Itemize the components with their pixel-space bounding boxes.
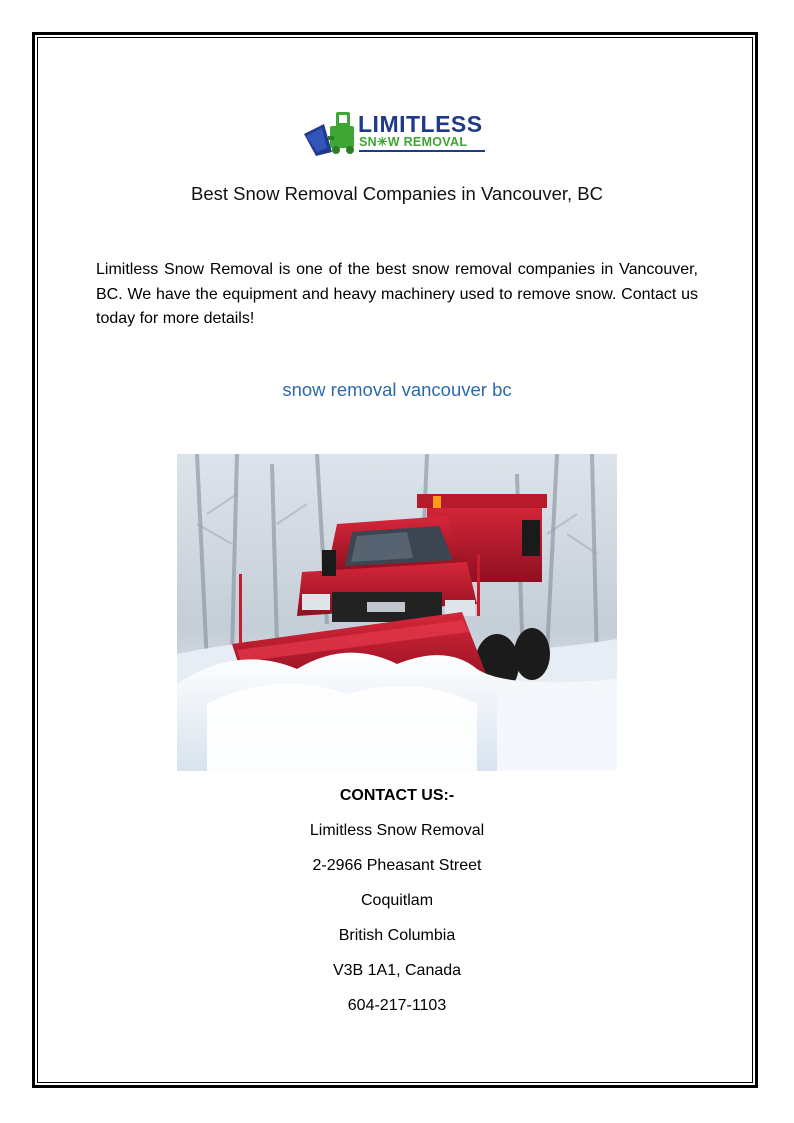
contact-company: Limitless Snow Removal (309, 822, 485, 839)
contact-heading: CONTACT US:- (339, 787, 455, 804)
logo-wordmark: LIMITLESS (358, 111, 483, 137)
logo-underline (359, 150, 485, 152)
contact-city: Coquitlam (360, 892, 434, 909)
contact-block (0, 786, 794, 1031)
contact-phone: 604-217-1103 (347, 997, 447, 1014)
contact-street: 2-2966 Pheasant Street (312, 857, 482, 874)
contact-postal: V3B 1A1, Canada (332, 962, 462, 979)
snow-removal-link[interactable]: snow removal vancouver bc (282, 379, 512, 400)
page-title: Best Snow Removal Companies in Vancouver, BC (191, 183, 603, 204)
intro-paragraph: Limitless Snow Removal is one of the best snow removal companies in Vancouver, BC. We have the equipment and heavy machinery used to remove snow. Contact us today for more details! (96, 261, 698, 327)
logo-tagline: SN✳W REMOVAL (359, 135, 468, 149)
snowplow-truck-icon (302, 110, 362, 160)
snowplow-image (177, 454, 617, 771)
snowplow-photo (177, 454, 617, 771)
company-logo (302, 110, 492, 160)
contact-province: British Columbia (338, 927, 456, 944)
